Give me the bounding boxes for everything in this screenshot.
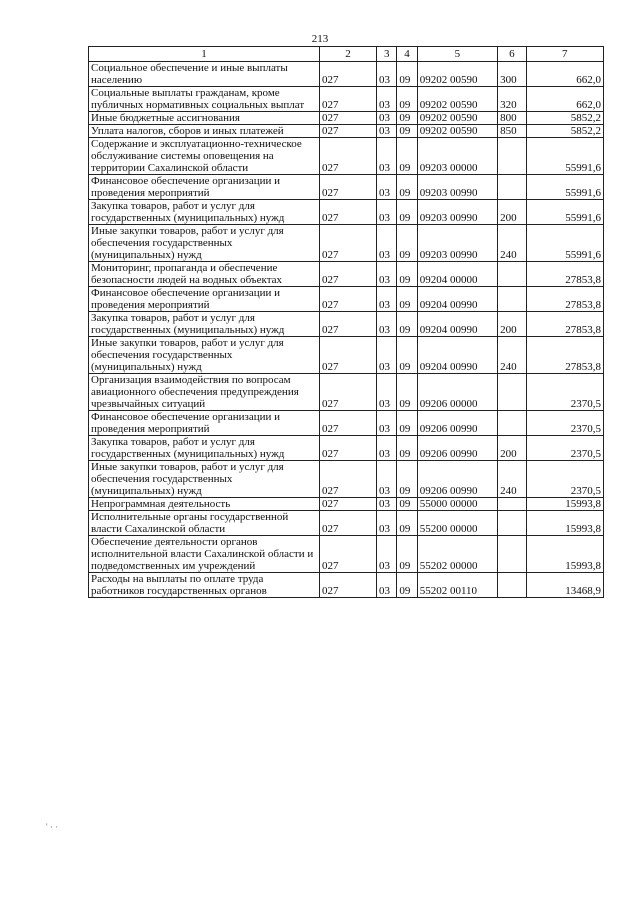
table-row xyxy=(89,175,604,200)
row-target-article-code: 09204 00990 xyxy=(417,312,497,337)
row-section-code: 03 xyxy=(377,200,397,225)
row-amount: 2370,5 xyxy=(526,374,603,411)
row-name: Исполнительные органы государственной власти Сахалинской области xyxy=(89,511,320,536)
row-target-article-code: 09202 00590 xyxy=(417,112,497,125)
row-ved-code: 027 xyxy=(320,536,377,573)
row-name: Непрограммная деятельность xyxy=(89,498,320,511)
row-amount: 27853,8 xyxy=(526,262,603,287)
row-section-code: 03 xyxy=(377,138,397,175)
row-ved-code: 027 xyxy=(320,411,377,436)
table-row xyxy=(89,125,604,138)
row-ved-code: 027 xyxy=(320,573,377,598)
row-section-code: 03 xyxy=(377,573,397,598)
row-target-article-code: 09202 00590 xyxy=(417,62,497,87)
row-amount: 55991,6 xyxy=(526,225,603,262)
row-subsection-code: 09 xyxy=(397,287,417,312)
table-row xyxy=(89,62,604,87)
table-row xyxy=(89,436,604,461)
row-expense-type-code xyxy=(498,287,526,312)
table-row xyxy=(89,87,604,112)
row-expense-type-code xyxy=(498,262,526,287)
row-expense-type-code: 800 xyxy=(498,112,526,125)
table-row xyxy=(89,262,604,287)
row-subsection-code: 09 xyxy=(397,225,417,262)
row-target-article-code: 09204 00000 xyxy=(417,262,497,287)
table-row xyxy=(89,225,604,262)
row-name: Иные бюджетные ассигнования xyxy=(89,112,320,125)
row-amount: 27853,8 xyxy=(526,287,603,312)
table-body xyxy=(89,62,604,598)
row-ved-code: 027 xyxy=(320,262,377,287)
row-amount: 2370,5 xyxy=(526,461,603,498)
column-header: 6 xyxy=(498,47,526,62)
row-target-article-code: 55202 00110 xyxy=(417,573,497,598)
column-header: 3 xyxy=(377,47,397,62)
row-ved-code: 027 xyxy=(320,287,377,312)
row-target-article-code: 09202 00590 xyxy=(417,87,497,112)
row-section-code: 03 xyxy=(377,125,397,138)
row-name: Иные закупки товаров, работ и услуг для обеспечения государственных (муниципальных) нужд xyxy=(89,461,320,498)
row-target-article-code: 09203 00990 xyxy=(417,225,497,262)
row-section-code: 03 xyxy=(377,87,397,112)
row-name: Организация взаимодействия по вопросам авиационного обеспечения предупреждения чрезвычайных ситуаций xyxy=(89,374,320,411)
row-name: Социальные выплаты гражданам, кроме публичных нормативных социальных выплат xyxy=(89,87,320,112)
row-subsection-code: 09 xyxy=(397,62,417,87)
row-target-article-code: 55000 00000 xyxy=(417,498,497,511)
table-row xyxy=(89,138,604,175)
row-expense-type-code xyxy=(498,511,526,536)
row-amount: 5852,2 xyxy=(526,125,603,138)
row-target-article-code: 09202 00590 xyxy=(417,125,497,138)
row-expense-type-code: 200 xyxy=(498,436,526,461)
row-expense-type-code: 300 xyxy=(498,62,526,87)
row-section-code: 03 xyxy=(377,262,397,287)
row-amount: 27853,8 xyxy=(526,337,603,374)
row-amount: 15993,8 xyxy=(526,536,603,573)
row-section-code: 03 xyxy=(377,498,397,511)
row-subsection-code: 09 xyxy=(397,87,417,112)
row-name: Финансовое обеспечение организации и проведения мероприятий xyxy=(89,411,320,436)
row-section-code: 03 xyxy=(377,411,397,436)
row-ved-code: 027 xyxy=(320,62,377,87)
row-expense-type-code: 240 xyxy=(498,461,526,498)
row-target-article-code: 09203 00990 xyxy=(417,200,497,225)
row-ved-code: 027 xyxy=(320,498,377,511)
table-row xyxy=(89,287,604,312)
row-subsection-code: 09 xyxy=(397,511,417,536)
row-amount: 5852,2 xyxy=(526,112,603,125)
row-subsection-code: 09 xyxy=(397,262,417,287)
row-expense-type-code: 850 xyxy=(498,125,526,138)
row-target-article-code: 55202 00000 xyxy=(417,536,497,573)
row-name: Закупка товаров, работ и услуг для государственных (муниципальных) нужд xyxy=(89,312,320,337)
row-target-article-code: 09204 00990 xyxy=(417,287,497,312)
row-expense-type-code xyxy=(498,138,526,175)
row-subsection-code: 09 xyxy=(397,536,417,573)
row-amount: 27853,8 xyxy=(526,312,603,337)
column-header: 1 xyxy=(89,47,320,62)
row-amount: 662,0 xyxy=(526,62,603,87)
row-ved-code: 027 xyxy=(320,138,377,175)
table-row xyxy=(89,374,604,411)
row-subsection-code: 09 xyxy=(397,125,417,138)
row-section-code: 03 xyxy=(377,374,397,411)
row-name: Расходы на выплаты по оплате труда работников государственных органов xyxy=(89,573,320,598)
row-section-code: 03 xyxy=(377,511,397,536)
row-target-article-code: 09206 00990 xyxy=(417,436,497,461)
row-subsection-code: 09 xyxy=(397,436,417,461)
column-header: 7 xyxy=(526,47,603,62)
row-section-code: 03 xyxy=(377,112,397,125)
row-subsection-code: 09 xyxy=(397,175,417,200)
row-subsection-code: 09 xyxy=(397,573,417,598)
row-expense-type-code xyxy=(498,175,526,200)
row-ved-code: 027 xyxy=(320,87,377,112)
row-name: Мониторинг, пропаганда и обеспечение безопасности людей на водных объектах xyxy=(89,262,320,287)
row-ved-code: 027 xyxy=(320,125,377,138)
table-row xyxy=(89,511,604,536)
column-header: 5 xyxy=(417,47,497,62)
row-section-code: 03 xyxy=(377,62,397,87)
row-target-article-code: 09203 00000 xyxy=(417,138,497,175)
row-subsection-code: 09 xyxy=(397,411,417,436)
budget-table xyxy=(88,46,604,598)
row-amount: 55991,6 xyxy=(526,175,603,200)
row-name: Закупка товаров, работ и услуг для государственных (муниципальных) нужд xyxy=(89,436,320,461)
row-name: Финансовое обеспечение организации и проведения мероприятий xyxy=(89,287,320,312)
row-expense-type-code xyxy=(498,374,526,411)
table-row xyxy=(89,337,604,374)
row-section-code: 03 xyxy=(377,287,397,312)
row-ved-code: 027 xyxy=(320,112,377,125)
table-row xyxy=(89,573,604,598)
row-name: Иные закупки товаров, работ и услуг для обеспечения государственных (муниципальных) нужд xyxy=(89,337,320,374)
row-ved-code: 027 xyxy=(320,225,377,262)
table-row xyxy=(89,498,604,511)
row-section-code: 03 xyxy=(377,436,397,461)
row-expense-type-code xyxy=(498,536,526,573)
row-target-article-code: 09204 00990 xyxy=(417,337,497,374)
row-section-code: 03 xyxy=(377,175,397,200)
page-number: 213 xyxy=(311,33,329,45)
row-ved-code: 027 xyxy=(320,511,377,536)
row-ved-code: 027 xyxy=(320,200,377,225)
column-header: 4 xyxy=(397,47,417,62)
table-row xyxy=(89,312,604,337)
row-target-article-code: 09206 00000 xyxy=(417,374,497,411)
table-header-row xyxy=(89,47,604,62)
row-amount: 15993,8 xyxy=(526,498,603,511)
row-target-article-code: 09203 00990 xyxy=(417,175,497,200)
column-header: 2 xyxy=(320,47,377,62)
row-ved-code: 027 xyxy=(320,337,377,374)
row-name: Социальное обеспечение и иные выплаты населению xyxy=(89,62,320,87)
row-subsection-code: 09 xyxy=(397,312,417,337)
row-section-code: 03 xyxy=(377,312,397,337)
row-expense-type-code: 240 xyxy=(498,225,526,262)
row-amount: 662,0 xyxy=(526,87,603,112)
row-subsection-code: 09 xyxy=(397,138,417,175)
row-expense-type-code xyxy=(498,411,526,436)
row-expense-type-code: 240 xyxy=(498,337,526,374)
row-target-article-code: 09206 00990 xyxy=(417,411,497,436)
row-amount: 2370,5 xyxy=(526,411,603,436)
row-subsection-code: 09 xyxy=(397,337,417,374)
row-expense-type-code: 200 xyxy=(498,312,526,337)
row-expense-type-code xyxy=(498,573,526,598)
row-expense-type-code xyxy=(498,498,526,511)
row-ved-code: 027 xyxy=(320,312,377,337)
row-subsection-code: 09 xyxy=(397,200,417,225)
row-name: Финансовое обеспечение организации и проведения мероприятий xyxy=(89,175,320,200)
table-row xyxy=(89,411,604,436)
row-name: Уплата налогов, сборов и иных платежей xyxy=(89,125,320,138)
row-expense-type-code: 200 xyxy=(498,200,526,225)
row-amount: 2370,5 xyxy=(526,436,603,461)
row-subsection-code: 09 xyxy=(397,374,417,411)
row-name: Обеспечение деятельности органов исполнительной власти Сахалинской области и подведомственных им учреждений xyxy=(89,536,320,573)
row-section-code: 03 xyxy=(377,461,397,498)
row-amount: 13468,9 xyxy=(526,573,603,598)
row-subsection-code: 09 xyxy=(397,112,417,125)
row-section-code: 03 xyxy=(377,536,397,573)
row-subsection-code: 09 xyxy=(397,461,417,498)
row-ved-code: 027 xyxy=(320,175,377,200)
row-amount: 55991,6 xyxy=(526,138,603,175)
table-row xyxy=(89,461,604,498)
row-target-article-code: 55200 00000 xyxy=(417,511,497,536)
row-subsection-code: 09 xyxy=(397,498,417,511)
row-section-code: 03 xyxy=(377,225,397,262)
table-row xyxy=(89,200,604,225)
row-ved-code: 027 xyxy=(320,436,377,461)
row-name: Закупка товаров, работ и услуг для государственных (муниципальных) нужд xyxy=(89,200,320,225)
row-ved-code: 027 xyxy=(320,374,377,411)
row-amount: 15993,8 xyxy=(526,511,603,536)
scan-artifact: ' · · xyxy=(46,822,59,832)
row-target-article-code: 09206 00990 xyxy=(417,461,497,498)
row-amount: 55991,6 xyxy=(526,200,603,225)
row-expense-type-code: 320 xyxy=(498,87,526,112)
row-name: Содержание и эксплуатационно-техническое обслуживание системы оповещения на территории Сахалинской области xyxy=(89,138,320,175)
row-ved-code: 027 xyxy=(320,461,377,498)
row-name: Иные закупки товаров, работ и услуг для обеспечения государственных (муниципальных) нужд xyxy=(89,225,320,262)
table-row xyxy=(89,112,604,125)
table-row xyxy=(89,536,604,573)
row-section-code: 03 xyxy=(377,337,397,374)
